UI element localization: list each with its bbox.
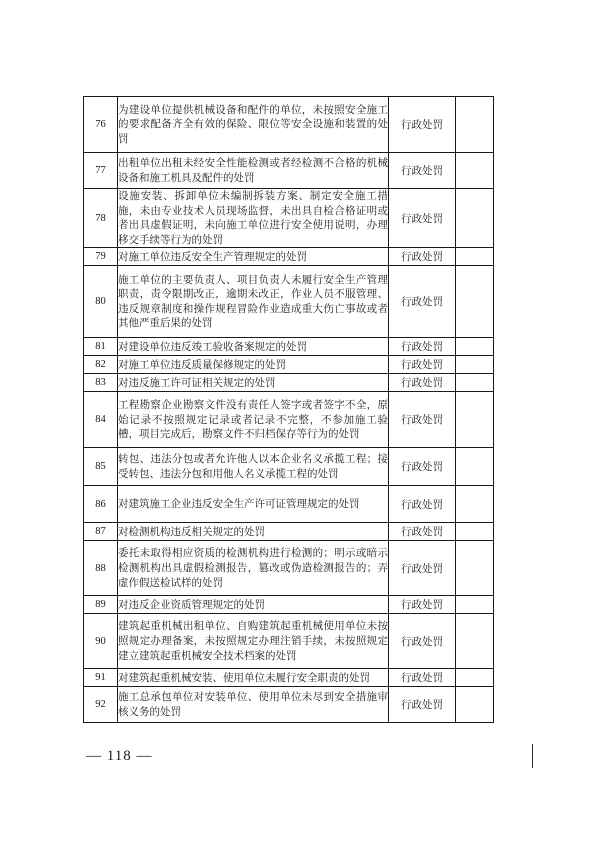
- remarks-cell: [456, 356, 494, 374]
- row-number: 78: [84, 189, 118, 248]
- table-row: [84, 374, 494, 392]
- power-type: 行政处罚: [389, 486, 456, 523]
- row-number: 92: [84, 687, 118, 723]
- power-type: 行政处罚: [389, 356, 456, 374]
- remarks-cell: [456, 669, 494, 687]
- penalty-description: 对建筑施工企业违反安全生产许可证管理规定的处罚: [118, 486, 389, 523]
- power-type: 行政处罚: [389, 392, 456, 448]
- row-number: 77: [84, 153, 118, 189]
- table-row: [84, 392, 494, 448]
- table-row: [84, 596, 494, 614]
- binding-mark: [532, 744, 533, 768]
- penalty-description: 施工单位的主要负责人、项目负责人未履行安全生产管理职责，责令限期改正，逾期未改正，作业人员不服管理、违反规章制度和操作规程冒险作业造成重大伤亡事故或者其他严重后果的处罚: [118, 266, 389, 338]
- penalty-description: 对检测机构违反相关规定的处罚: [118, 523, 389, 541]
- row-number: 87: [84, 523, 118, 541]
- power-type: 行政处罚: [389, 541, 456, 596]
- table-row: [84, 486, 494, 523]
- row-number: 85: [84, 448, 118, 486]
- row-number: 81: [84, 338, 118, 356]
- row-number: 90: [84, 614, 118, 669]
- table-row: [84, 669, 494, 687]
- remarks-cell: [456, 448, 494, 486]
- table-row: [84, 356, 494, 374]
- power-type: 行政处罚: [389, 669, 456, 687]
- penalty-description: 对违反施工许可证相关规定的处罚: [118, 374, 389, 392]
- row-number: 91: [84, 669, 118, 687]
- power-type: 行政处罚: [389, 614, 456, 669]
- row-number: 79: [84, 248, 118, 266]
- row-number: 82: [84, 356, 118, 374]
- power-type: 行政处罚: [389, 338, 456, 356]
- penalty-description: 对违反企业资质管理规定的处罚: [118, 596, 389, 614]
- remarks-cell: [456, 97, 494, 153]
- remarks-cell: [456, 541, 494, 596]
- penalty-description: 对建筑起重机械安装、使用单位未履行安全职责的处罚: [118, 669, 389, 687]
- row-number: 84: [84, 392, 118, 448]
- penalty-description: 工程勘察企业勘察文件没有责任人签字或者签字不全，原始记录不按照规定记录或者记录不完整，不参加施工验槽，项目完成后，勘察文件不归档保存等行为的处罚: [118, 392, 389, 448]
- penalty-description: 为建设单位提供机械设备和配件的单位，未按照安全施工的要求配备齐全有效的保险、限位等安全设施和装置的处罚: [118, 97, 389, 153]
- remarks-cell: [456, 596, 494, 614]
- power-type: 行政处罚: [389, 374, 456, 392]
- table-row: [84, 614, 494, 669]
- remarks-cell: [456, 189, 494, 248]
- penalty-description: 出租单位出租未经安全性能检测或者经检测不合格的机械设备和施工机具及配件的处罚: [118, 153, 389, 189]
- remarks-cell: [456, 266, 494, 338]
- row-number: 80: [84, 266, 118, 338]
- power-type: 行政处罚: [389, 596, 456, 614]
- row-number: 76: [84, 97, 118, 153]
- table-row: [84, 687, 494, 723]
- power-type: 行政处罚: [389, 248, 456, 266]
- remarks-cell: [456, 687, 494, 723]
- table-row: [84, 266, 494, 338]
- penalty-description: 对施工单位违反安全生产管理规定的处罚: [118, 248, 389, 266]
- power-type: 行政处罚: [389, 189, 456, 248]
- remarks-cell: [456, 338, 494, 356]
- row-number: 89: [84, 596, 118, 614]
- remarks-cell: [456, 374, 494, 392]
- remarks-cell: [456, 614, 494, 669]
- penalty-description: 设施安装、拆卸单位未编制拆装方案、制定安全施工措施，未由专业技术人员现场监督，未出具自检合格证明或者出具虚假证明，未向施工单位进行安全使用说明，办理移交手续等行为的处罚: [118, 189, 389, 248]
- remarks-cell: [456, 153, 494, 189]
- remarks-cell: [456, 392, 494, 448]
- row-number: 83: [84, 374, 118, 392]
- penalty-description: 转包、违法分包或者允许他人以本企业名义承揽工程；接受转包、违法分包和用他人名义承揽工程的处罚: [118, 448, 389, 486]
- penalty-description: 施工总承包单位对安装单位、使用单位未尽到安全措施审核义务的处罚: [118, 687, 389, 723]
- table-row: [84, 97, 494, 153]
- table-row: [84, 541, 494, 596]
- power-type: 行政处罚: [389, 687, 456, 723]
- page-number: — 118 —: [86, 748, 153, 764]
- table-row: [84, 189, 494, 248]
- table-row: [84, 248, 494, 266]
- table-row: [84, 338, 494, 356]
- penalty-description: 建筑起重机械出租单位、自购建筑起重机械使用单位未按照规定办理备案，未按照规定办理注销手续，未按照规定建立建筑起重机械安全技术档案的处罚: [118, 614, 389, 669]
- penalty-description: 委托未取得相应资质的检测机构进行检测的；明示或暗示检测机构出具虚假检测报告，篡改或伪造检测报告的；弄虚作假送检试样的处罚: [118, 541, 389, 596]
- power-type: 行政处罚: [389, 97, 456, 153]
- penalty-description: 对施工单位违反质量保修规定的处罚: [118, 356, 389, 374]
- table-row: [84, 153, 494, 189]
- power-type: 行政处罚: [389, 448, 456, 486]
- table-row: [84, 448, 494, 486]
- power-type: 行政处罚: [389, 523, 456, 541]
- remarks-cell: [456, 486, 494, 523]
- penalty-description: 对建设单位违反竣工验收备案规定的处罚: [118, 338, 389, 356]
- remarks-cell: [456, 248, 494, 266]
- power-type: 行政处罚: [389, 153, 456, 189]
- remarks-cell: [456, 523, 494, 541]
- power-type: 行政处罚: [389, 266, 456, 338]
- administrative-penalty-table: [83, 96, 494, 723]
- table-row: [84, 523, 494, 541]
- row-number: 86: [84, 486, 118, 523]
- row-number: 88: [84, 541, 118, 596]
